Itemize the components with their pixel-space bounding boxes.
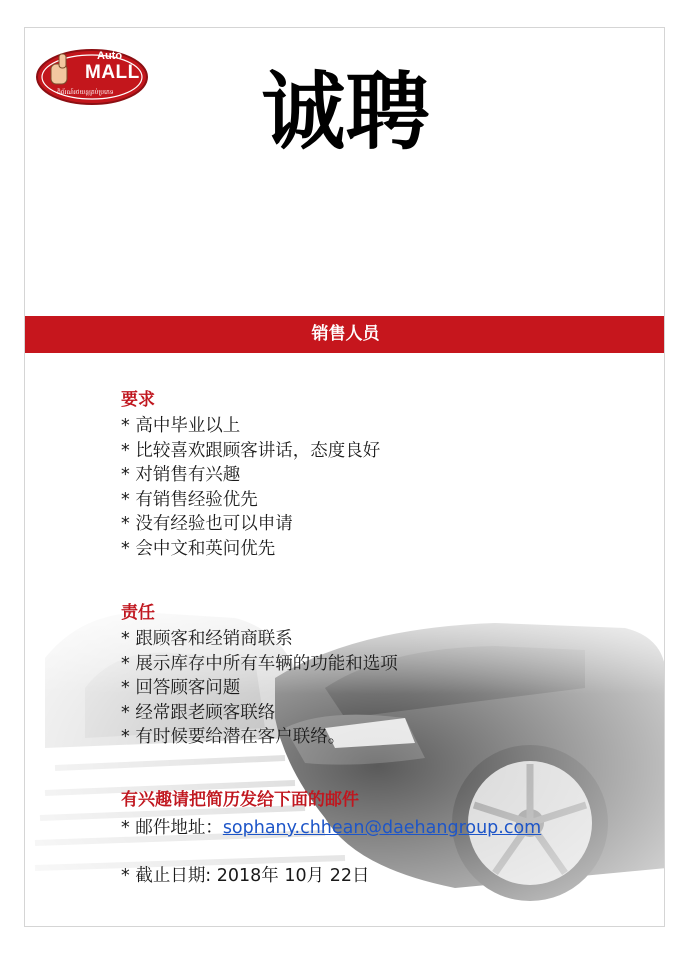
list-item: * 高中毕业以上: [121, 416, 241, 436]
logo-mall-text: MALL: [85, 62, 140, 83]
email-label: * 邮件地址：: [121, 818, 223, 838]
list-item: * 回答顾客问题: [121, 678, 241, 698]
job-poster: [24, 27, 665, 927]
list-item: * 有销售经验优先: [121, 489, 258, 510]
email-line: [121, 814, 541, 839]
apply-heading: 有兴趣请把简历发给下面的邮件: [121, 790, 359, 810]
list-item: * 跟顾客和经销商联系: [121, 629, 293, 649]
responsibilities-heading: 责任: [121, 603, 155, 623]
logo-tagline: ពិព័រណ៍រថយន្តគ្រប់ប្រភេទ: [57, 90, 114, 96]
list-item: * 对销售有兴趣: [121, 465, 241, 485]
email-link[interactable]: sophany.chhean@daehangroup.com: [222, 818, 542, 838]
list-item: * 展示库存中所有车辆的功能和选项: [121, 653, 398, 674]
deadline-line: * 截止日期: 2018年 10月 22日: [121, 866, 370, 886]
list-item: * 没有经验也可以申请: [121, 514, 293, 534]
requirements-heading: 要求: [121, 390, 155, 410]
requirements-list: [121, 414, 380, 561]
list-item: * 有时候要给潜在客户联络。: [121, 727, 346, 747]
list-item: * 比较喜欢跟顾客讲话，态度良好: [121, 440, 381, 461]
list-item: * 会中文和英问优先: [121, 538, 276, 559]
position-banner: 销售人员: [25, 316, 665, 353]
list-item: * 经常跟老顾客联络: [121, 702, 276, 723]
logo-auto-text: Auto: [97, 50, 123, 62]
poster-title: 诚聘: [261, 63, 430, 161]
responsibilities-list: [121, 627, 398, 750]
